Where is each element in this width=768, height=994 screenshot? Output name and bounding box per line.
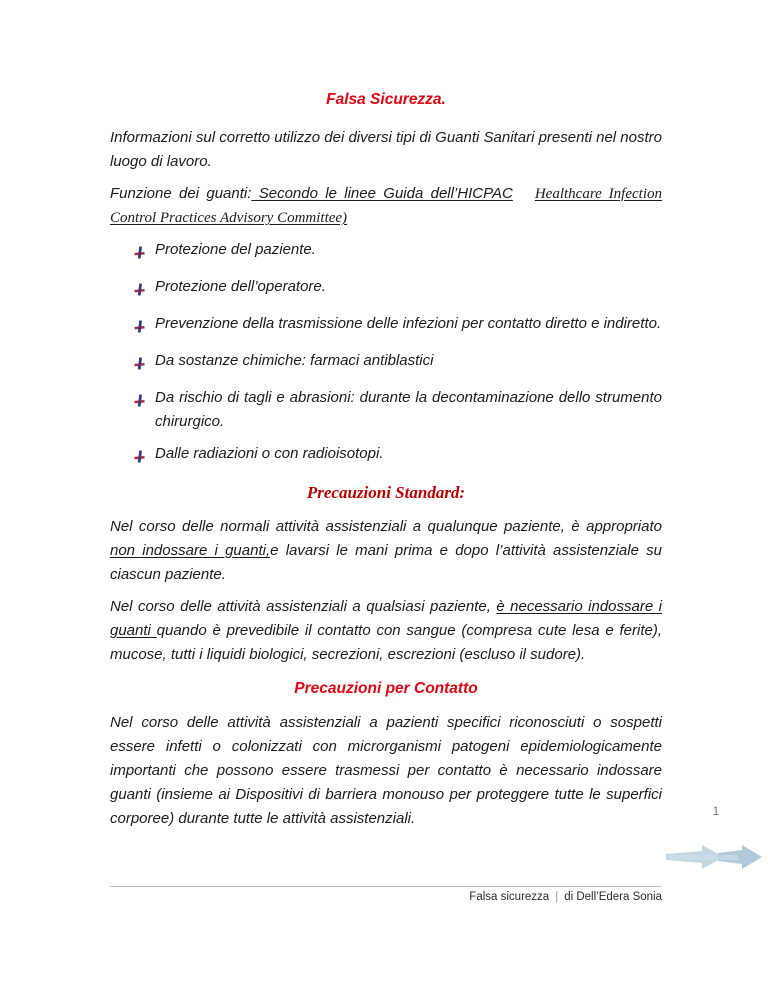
paragraph-standard-1	[110, 515, 662, 587]
funzione-underlined-sans: Secondo le linee Guida dell’HICPAC	[251, 185, 513, 202]
footer-separator: |	[555, 891, 559, 903]
page-number: 1	[712, 804, 720, 818]
cross-bullet-icon	[134, 243, 145, 267]
funzione-underlined-serif: Healthcare Infection Control Practices Advisory Committee)	[110, 186, 662, 226]
decorative-arrows-image	[666, 841, 764, 876]
cross-bullet-icon	[134, 317, 145, 341]
list-item	[134, 312, 662, 341]
footer-divider	[110, 886, 662, 887]
list-item	[134, 275, 662, 304]
paragraph-intro: Informazioni sul corretto utilizzo dei diversi tipi di Guanti Sanitari presenti nel nostro luogo di lavoro.	[110, 129, 662, 170]
cross-bullet-icon	[134, 447, 145, 471]
list-item	[134, 349, 662, 378]
list-item	[134, 386, 662, 434]
list-item-text: Dalle radiazioni o con radioisotopi.	[155, 445, 384, 462]
paragraph-text: Nel corso delle attività assistenziali a qualsiasi paziente,	[110, 598, 497, 615]
underlined-text: è necessario indossare i guanti	[110, 598, 662, 639]
heading-precauzioni-standard: Precauzioni Standard:	[306, 483, 466, 502]
footer	[110, 891, 662, 903]
spacer	[513, 185, 535, 202]
paragraph-funzione	[110, 182, 662, 230]
list-item-text: Protezione del paziente.	[155, 241, 316, 258]
glove-functions-list	[134, 238, 662, 471]
list-item	[134, 238, 662, 267]
document-body	[110, 88, 662, 839]
document-title: Falsa Sicurezza.	[326, 91, 446, 108]
footer-doc-name: Falsa sicurezza	[469, 891, 550, 903]
list-item-text: Da rischio di tagli e abrasioni: durante la decontaminazione dello strumento chirurgico.	[155, 389, 662, 430]
list-item	[134, 442, 662, 471]
paragraph-standard-2	[110, 595, 662, 667]
paragraph-text: quando è prevedibile il contatto con sangue (compresa cute lesa e ferite), mucose, tutti i liquidi biologici, secrezioni, escrezioni (escluso il sudore).	[110, 622, 662, 663]
cross-bullet-icon	[134, 354, 145, 378]
cross-bullet-icon	[134, 280, 145, 304]
list-item-text: Prevenzione della trasmissione delle infezioni per contatto diretto e indiretto.	[155, 315, 662, 332]
footer-author: di Dell’Edera Sonia	[564, 891, 662, 903]
funzione-label: Funzione dei guanti:	[110, 185, 252, 202]
list-item-text: Protezione dell’operatore.	[155, 278, 326, 295]
cross-bullet-icon	[134, 391, 145, 434]
paragraph-text: Nel corso delle normali attività assistenziali a qualunque paziente, è appropriato	[110, 518, 662, 535]
underlined-text: non indossare i guanti,	[110, 542, 271, 559]
paragraph-text: e lavarsi le mani prima e dopo l’attività assistenziale su ciascun paziente.	[110, 542, 662, 583]
list-item-text: Da sostanze chimiche: farmaci antiblastici	[155, 352, 434, 369]
heading-precauzioni-contatto: Precauzioni per Contatto	[294, 680, 478, 697]
paragraph-contatto: Nel corso delle attività assistenziali a pazienti specifici riconosciuti o sospetti essere infetti o colonizzati con microrganismi patogeni epidemiologicamente importanti che possono essere trasmessi per contatto è necessario indossare guanti (insieme ai Dispositivi di barriera monouso per proteggere tutte le superfici corporee) durante tutte le attività assistenziali.	[110, 714, 662, 827]
